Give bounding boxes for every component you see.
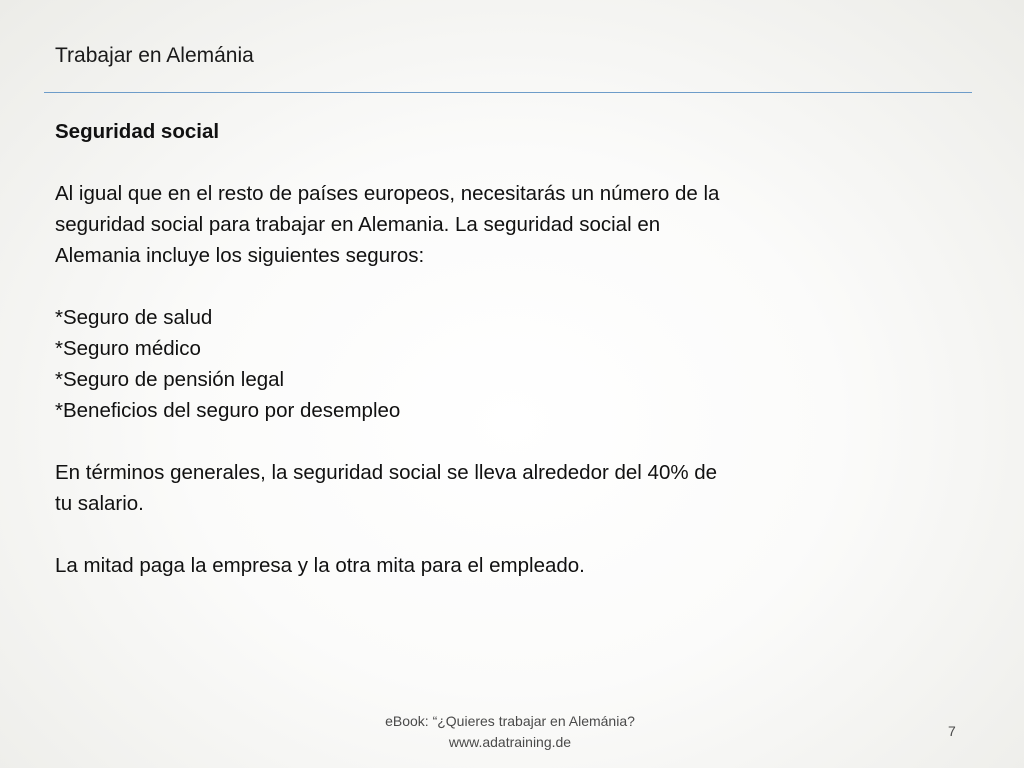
header-divider [44,92,972,93]
intro-paragraph: Al igual que en el resto de países europeos, necesitarás un número de la seguridad social para trabajar en Alemania. La seguridad social en Alemania incluye los siguientes seguros: [55,182,720,267]
section-heading: Seguridad social [55,120,220,143]
page-number: 7 [948,723,956,739]
list-item: *Seguro médico [55,337,201,360]
footer-ebook-title: eBook: “¿Quieres trabajar en Alemánia? [385,713,635,729]
list-item: *Seguro de pensión legal [55,368,285,391]
slide-content [55,116,735,581]
salary-paragraph: En términos generales, la seguridad social se lleva alrededor del 40% de tu salario. [55,461,718,515]
list-item: *Seguro de salud [55,306,213,329]
page-title: Trabajar en Alemánia [55,44,254,67]
split-paragraph: La mitad paga la empresa y la otra mita para el empleado. [55,554,585,577]
list-item: *Beneficios del seguro por desempleo [55,399,401,422]
footer [350,711,670,753]
insurance-list [55,302,735,426]
footer-website: www.adatraining.de [448,734,572,750]
